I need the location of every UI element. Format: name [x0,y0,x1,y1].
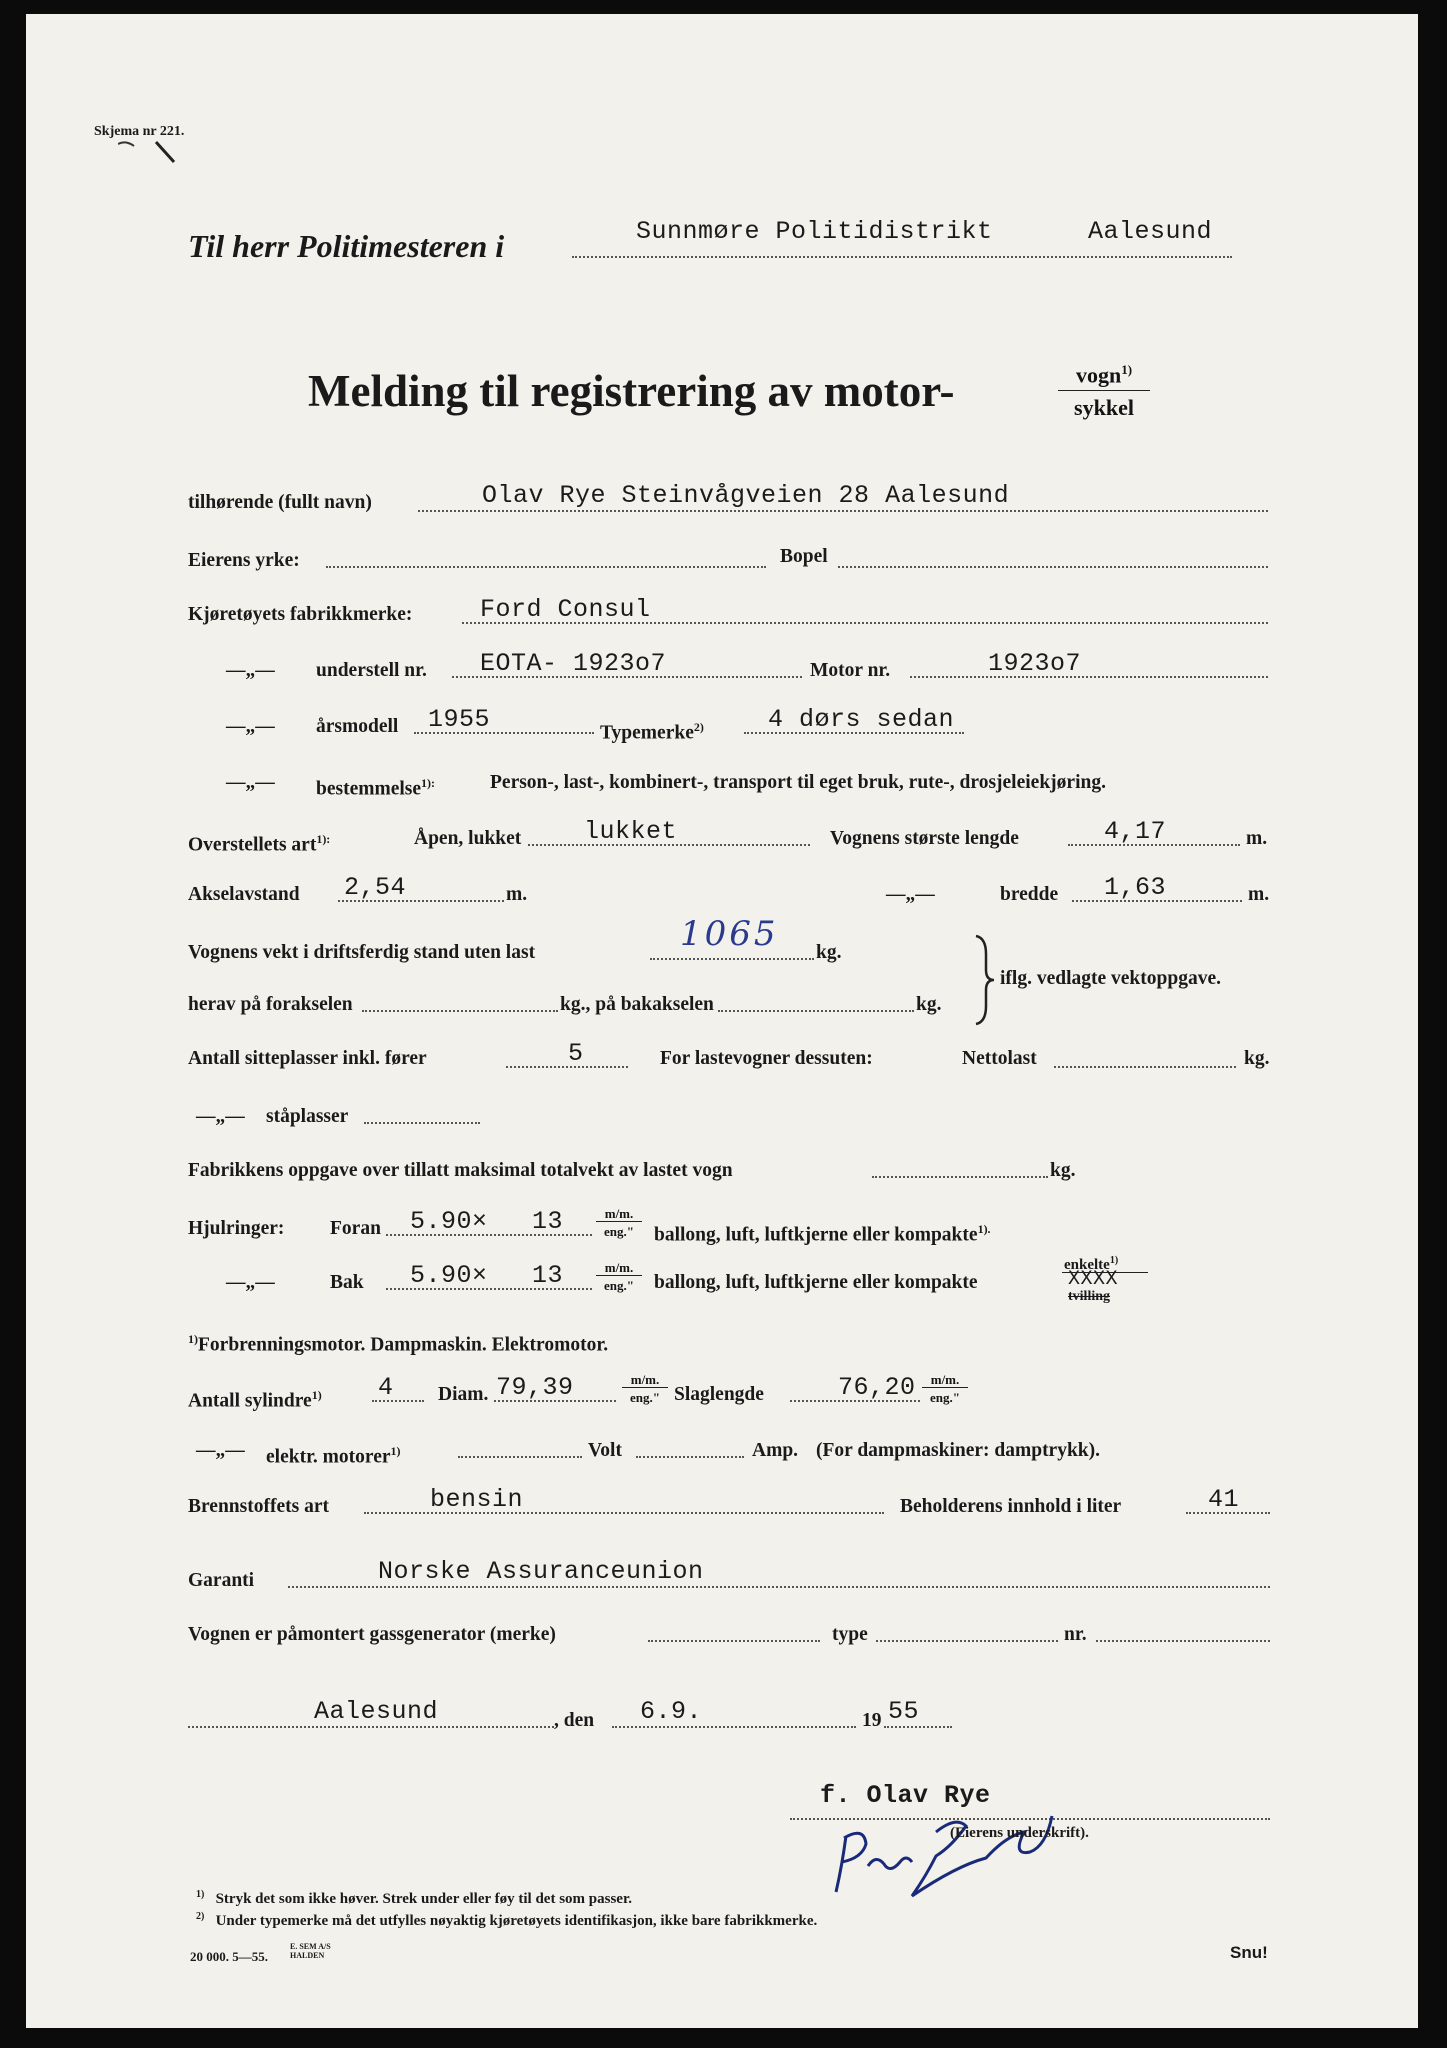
signature-label: (Eierens underskrift). [950,1825,1089,1841]
width-unit: m. [1248,884,1270,905]
tires-single: enkelte$^{1)}$ [1064,1255,1119,1273]
occupation-label: Eierens yrke: [188,550,300,571]
engine-value: 1923o7 [988,649,1082,678]
make-label: Kjøretøyets fabrikkmerke: [188,604,413,625]
tires-front-rim: 13 [532,1207,564,1236]
tires-rear-label: Bak [330,1272,364,1293]
type-value: 4 dørs sedan [768,705,955,734]
guarantee-line [288,1586,1270,1588]
max-weight-label: Fabrikkens oppgave over tillatt maksimal totalvekt av lastet vogn [188,1160,733,1181]
tires-front-unit: m/m. eng." [596,1207,642,1239]
electric-label: elektr. motorer$^{1)}$ [266,1444,401,1468]
standing-label: ståplasser [266,1106,349,1127]
length-label: Vognens største lengde [830,828,1019,849]
chassis-label: understell nr. [316,660,427,681]
stroke-value: 76,20 [838,1373,916,1402]
date-den: , den [554,1710,595,1731]
weight-value: 1065 [680,914,779,954]
gasgen-label: Vognen er påmontert gassgenerator (merke) [188,1624,556,1645]
steam-label: (For dampmaskiner: damptrykk). [816,1440,1101,1461]
tires-rear-rim: 13 [532,1261,564,1290]
tires-front-width: 5.90× [410,1207,488,1236]
purpose-options: Person-, last-, kombinert-, transport til eget bruk, rute-, drosjeleiekjøring. [490,772,1106,793]
bore-line [494,1400,616,1402]
net-load-line [1054,1066,1236,1068]
place-value: Aalesund [1088,217,1213,246]
ditto-chassis: —„— [226,660,275,681]
truck-label: For lastevogner dessuten: [660,1048,873,1069]
form-number: Skjema nr 221. [94,124,185,139]
cylinders-label: Antall sylindre$^{1)}$ [188,1388,322,1412]
stroke-label: Slaglengde [674,1384,764,1405]
wheelbase-line [338,900,504,902]
engine-line [910,676,1268,678]
printer-info: E. SEM A/S HALDEN [290,1942,331,1960]
type-label: Typemerke$^{2)}$ [600,720,704,744]
guarantee-value: Norske Assuranceunion [378,1557,704,1586]
occupation-line [326,566,766,568]
max-weight-line [872,1176,1048,1178]
weight-line [650,958,814,960]
make-line [462,622,1268,624]
stroke-unit: m/m. eng." [922,1373,968,1405]
residence-label: Bopel [780,546,828,567]
chassis-value: EOTA- 1923o7 [480,649,667,678]
gasgen-nr-line [1096,1640,1270,1642]
seats-value: 5 [568,1039,584,1068]
length-value: 4,17 [1104,817,1167,846]
width-label: bredde [1000,884,1059,905]
tires-front-desc: ballong, luft, luftkjerne eller kompakte$^{1).}$ [654,1222,991,1246]
place-line [188,1726,554,1728]
weight-note: iflg. vedlagte vektoppgave. [1000,968,1221,989]
year-century: 19 [862,1710,882,1731]
snu-label: Snu! [1230,1943,1268,1962]
ditto-standing: —„— [196,1106,245,1127]
signature-typed: f. Olav Rye [820,1781,991,1810]
tires-front-label: Foran [330,1218,381,1239]
rear-axle-unit: kg. [916,994,942,1015]
tires-front-line [386,1234,592,1236]
ditto-year: —„— [226,716,275,737]
volt-label: Volt [588,1440,622,1461]
gasgen-type-label: type [832,1624,868,1645]
year-value: 55 [888,1697,920,1726]
wheelbase-value: 2,54 [344,873,407,902]
tires-xxxx: XXXX [1068,1268,1119,1291]
residence-line [838,566,1268,568]
model-year-line [414,732,594,734]
owner-line [418,510,1268,512]
district-value: Sunnmøre Politidistrikt [636,217,993,246]
tank-line [1186,1512,1270,1514]
body-type-options: Åpen, lukket [414,828,522,849]
body-type-label: Overstellets art$^{1):}$ [188,832,331,856]
pen-mark [118,138,178,168]
width-value: 1,63 [1104,873,1167,902]
place-value: Aalesund [314,1697,439,1726]
footnote-1: $^{1)}$ Stryk det som ikke høver. Strek under eller føy til det som passer. [196,1889,632,1907]
model-year-label: årsmodell [316,716,399,737]
date-line [612,1726,856,1728]
addressee-label: Til herr Politimesteren i [188,228,505,264]
net-load-unit: kg. [1244,1048,1270,1069]
print-info: 20 000. 5—55. [190,1949,268,1964]
max-weight-unit: kg. [1050,1160,1076,1181]
ditto-width: —„— [886,884,935,905]
cylinders-line [372,1400,424,1402]
guarantee-label: Garanti [188,1570,255,1591]
tires-rear-unit: m/m. eng." [596,1261,642,1293]
net-load-label: Nettolast [962,1048,1037,1069]
tank-value: 41 [1208,1485,1240,1514]
purpose-label: bestemmelse$^{1):}$ [316,776,436,800]
addressee-line [572,256,1232,258]
fuel-label: Brennstoffets art [188,1496,329,1517]
amp-label: Amp. [752,1440,799,1461]
front-axle-line [362,1010,558,1012]
tires-twin: tvilling [1068,1289,1111,1304]
cylinders-value: 4 [378,1373,394,1402]
weight-label: Vognens vekt i driftsferdig stand uten last [188,942,536,963]
gasgen-line [648,1640,820,1642]
electric-line [458,1456,582,1458]
footnote-2: $^{2)}$ Under typemerke må det utfylles nøyaktig kjøretøyets identifikasjon, ikke bare fabrikkmerke. [196,1911,818,1929]
fuel-value: bensin [430,1485,524,1514]
engine-label: Motor nr. [810,660,891,681]
volt-line [636,1456,744,1458]
tires-rear-desc: ballong, luft, luftkjerne eller kompakte [654,1272,978,1293]
curly-brace [968,934,998,1026]
tires-fraction-bar [1062,1272,1148,1273]
gasgen-nr-label: nr. [1064,1624,1087,1645]
rear-axle-label: kg., på bakakselen [560,994,714,1015]
length-unit: m. [1246,828,1268,849]
type-line [744,732,964,734]
form-title: Melding til registrering av motor- [308,366,955,416]
stroke-line [790,1400,920,1402]
date-value: 6.9. [640,1697,703,1726]
front-axle-label: herav på forakselen [188,994,353,1015]
seats-label: Antall sitteplasser inkl. fører [188,1048,427,1069]
length-line [1068,844,1240,846]
fuel-line [364,1512,884,1514]
standing-line [364,1122,480,1124]
owner-label: tilhørende (fullt navn) [188,492,372,513]
ditto-electric: —„— [196,1440,245,1461]
seats-line [506,1066,628,1068]
wheelbase-label: Akselavstand [188,884,300,905]
tires-label: Hjulringer: [188,1218,285,1239]
ditto-tires: —„— [226,1272,275,1293]
ditto-purpose: —„— [226,772,275,793]
body-type-value: lukket [584,817,678,846]
handwritten-signature [816,1796,1076,1906]
tires-rear-line [386,1288,592,1290]
bore-unit: m/m. eng." [622,1373,668,1405]
weight-unit: kg. [816,942,842,963]
bore-value: 79,39 [496,1373,574,1402]
rear-axle-line [718,1010,914,1012]
owner-value: Olav Rye Steinvågveien 28 Aalesund [482,481,1010,510]
title-fraction: vogn$^{1)}$ sykkel [1058,355,1150,425]
tank-label: Beholderens innhold i liter [900,1496,1122,1517]
body-type-line [528,844,810,846]
gasgen-type-line [876,1640,1058,1642]
model-year-value: 1955 [428,705,491,734]
width-line [1072,900,1242,902]
year-line [884,1726,952,1728]
chassis-line [452,676,802,678]
wheelbase-unit: m. [506,884,528,905]
bore-label: Diam. [438,1384,489,1405]
make-value: Ford Consul [480,595,651,624]
tires-rear-width: 5.90× [410,1261,488,1290]
motor-note: $^{1)}$Forbrenningsmotor. Dampmaskin. Elektromotor. [188,1332,609,1356]
